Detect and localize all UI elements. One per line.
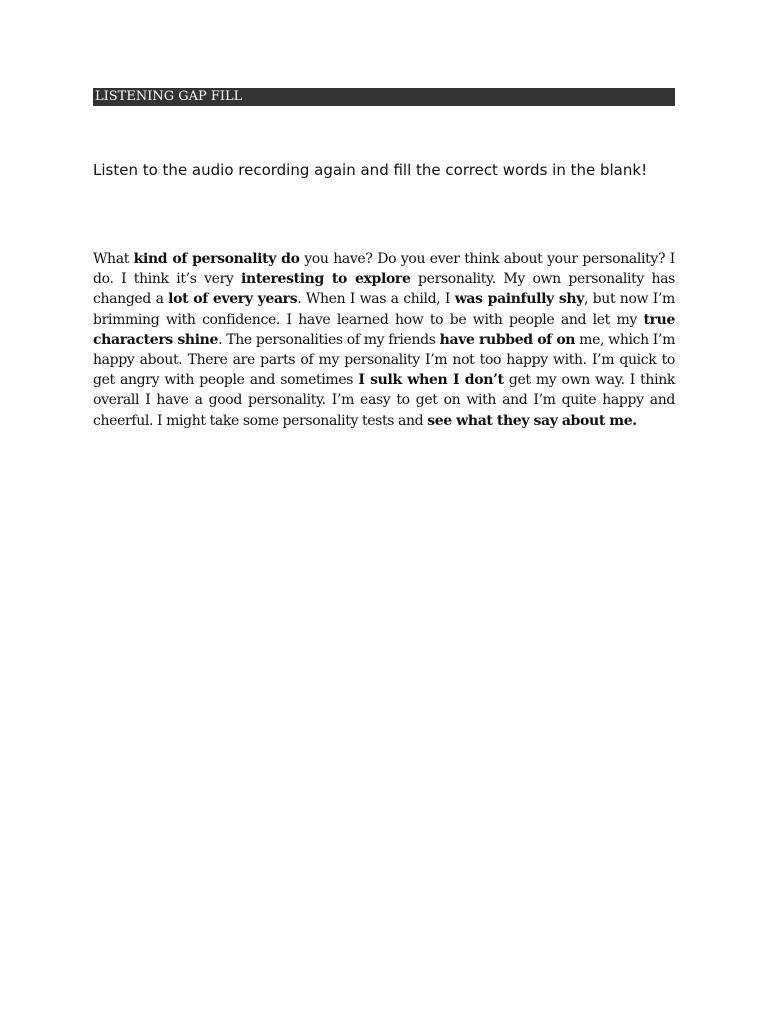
answer-phrase: was painfully shy — [454, 291, 584, 308]
answer-phrase: have rubbed of on — [439, 331, 576, 348]
answer-phrase: kind of personality do — [133, 251, 300, 267]
passage-segment: , but now I’m brimming with confidence. I have learned how to be with people and let my — [93, 291, 675, 328]
answer-phrase: lot of every years — [168, 291, 298, 308]
passage-segment: personality. My own personality has changed a — [93, 271, 675, 308]
answer-phrase: I sulk when I don’t — [358, 372, 504, 389]
passage-segment: you have? Do you ever think about your personality? I do. I think it’s very — [93, 251, 675, 288]
passage-segment: . The personalities of my friends — [218, 331, 440, 348]
passage-segment: . When I was a child, I — [297, 291, 455, 308]
passage-segment: get my own way. I think overall I have a good personality. I’m easy to get on with and I’m quite happy and cheerful. I might take some personality tests and — [93, 372, 675, 429]
answer-phrase: interesting to explore — [241, 271, 411, 288]
instruction-text: Listen to the audio recording again and fill the correct words in the blank! — [93, 161, 648, 179]
passage-segment: What — [93, 251, 134, 267]
passage-segment: me, which I’m happy about. There are parts of my personality I’m not too happy with. I’m quick to get angry with people and sometimes — [93, 331, 676, 389]
section-title: LISTENING GAP FILL — [95, 89, 243, 104]
answer-phrase: true characters shine — [93, 311, 675, 348]
section-title-bar — [93, 88, 675, 106]
answer-phrase: see what they say about me. — [427, 412, 637, 429]
passage-paragraph — [93, 249, 675, 431]
